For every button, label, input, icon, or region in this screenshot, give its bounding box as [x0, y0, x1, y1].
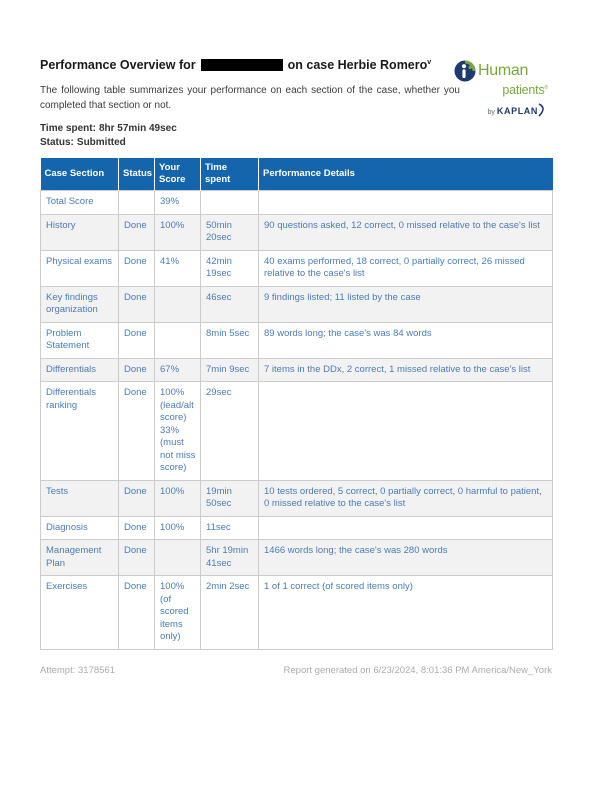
cell-details: 1 of 1 correct (of scored items only): [259, 576, 553, 650]
cell-details: [259, 191, 553, 215]
cell-time: 8min 5sec: [201, 322, 259, 358]
cell-details: 9 findings listed; 11 listed by the case: [259, 286, 553, 322]
time-spent-label: Time spent:: [40, 123, 96, 135]
status-line: [40, 136, 552, 150]
logo-human-text: Human: [478, 62, 529, 79]
attempt-info: Attempt: 3178561: [40, 664, 115, 676]
cell-section: Tests: [41, 480, 119, 516]
cell-section: History: [41, 214, 119, 250]
cell-details: 10 tests ordered, 5 correct, 0 partially correct, 0 harmful to patient, 0 missed relative to the case's list: [259, 480, 553, 516]
table-row: [41, 322, 553, 358]
cell-status: Done: [119, 516, 155, 540]
cell-section: Diagnosis: [41, 516, 119, 540]
logo-kaplan-text: KAPLAN: [496, 106, 538, 117]
cell-section: Differentials ranking: [41, 382, 119, 481]
cell-status: Done: [119, 286, 155, 322]
cell-score: 100% (of scored items only): [155, 576, 201, 650]
table-row: [41, 540, 553, 576]
cell-details: 89 words long; the case's was 84 words: [259, 322, 553, 358]
intro-paragraph: The following table summarizes your performance on each section of the case, whether you completed that section or not.: [40, 85, 460, 112]
status-value: Submitted: [76, 137, 126, 149]
cell-time: 7min 9sec: [201, 358, 259, 382]
logo-kaplan: [454, 101, 550, 119]
cell-score: 100%: [155, 516, 201, 540]
status-label: Status:: [40, 137, 74, 149]
column-header-time-spent: Time spent: [201, 158, 259, 191]
cell-details: 7 items in the DDx, 2 correct, 1 missed relative to the case's list: [259, 358, 553, 382]
time-spent-value: 8hr 57min 49sec: [98, 123, 177, 135]
cell-time: [201, 191, 259, 215]
ihuman-logo: [454, 60, 550, 119]
cell-status: Done: [119, 322, 155, 358]
table-row: [41, 286, 553, 322]
cell-status: Done: [119, 214, 155, 250]
title-prefix: Performance Overview for: [40, 58, 196, 73]
cell-section: Problem Statement: [41, 322, 119, 358]
cell-score: 39%: [155, 191, 201, 215]
cell-status: [119, 191, 155, 215]
redacted-student-name: [201, 59, 283, 71]
table-row: [41, 358, 553, 382]
logo-patients-text: patients®: [502, 83, 548, 98]
cell-time: 29sec: [201, 382, 259, 481]
cell-status: Done: [119, 358, 155, 382]
cell-section: Exercises: [41, 576, 119, 650]
cell-score: [155, 322, 201, 358]
cell-time: 19min 50sec: [201, 480, 259, 516]
cell-time: 5hr 19min 41sec: [201, 540, 259, 576]
performance-table: [40, 158, 553, 650]
column-header-case-section: Case Section: [41, 158, 119, 191]
cell-time: 2min 2sec: [201, 576, 259, 650]
report-generated-info: Report generated on 6/23/2024, 8:01:36 PM America/New_York: [283, 664, 552, 676]
cell-score: 100%: [155, 480, 201, 516]
cell-time: 42min 19sec: [201, 250, 259, 286]
table-row: [41, 250, 553, 286]
cell-section: Management Plan: [41, 540, 119, 576]
cell-details: 90 questions asked, 12 correct, 0 missed relative to the case's list: [259, 214, 553, 250]
column-header-your-score: Your Score: [155, 158, 201, 191]
cell-section: Differentials: [41, 358, 119, 382]
cell-details: [259, 382, 553, 481]
cell-section: Physical exams: [41, 250, 119, 286]
column-header-status: Status: [119, 158, 155, 191]
cell-score: 67%: [155, 358, 201, 382]
attempt-number: 3178561: [78, 664, 115, 676]
time-spent-line: [40, 122, 552, 136]
cell-status: Done: [119, 250, 155, 286]
cell-score: 41%: [155, 250, 201, 286]
cell-section: Total Score: [41, 191, 119, 215]
cell-score: 100%: [155, 214, 201, 250]
table-row: [41, 214, 553, 250]
performance-table-body: [41, 191, 553, 650]
cell-details: 40 exams performed, 18 correct, 0 partially correct, 26 missed relative to the case's list: [259, 250, 553, 286]
table-row: [41, 191, 553, 215]
kaplan-swoosh-icon: [538, 103, 548, 117]
cell-details: 1466 words long; the case's was 280 words: [259, 540, 553, 576]
column-header-performance-details: Performance Details: [259, 158, 553, 191]
logo-by-text: by: [487, 109, 495, 117]
table-header-row: [41, 158, 553, 191]
table-row: [41, 480, 553, 516]
cell-time: 46sec: [201, 286, 259, 322]
cell-score: 100% (lead/alt score) 33% (must not miss score): [155, 382, 201, 481]
table-row: [41, 382, 553, 481]
cell-status: Done: [119, 382, 155, 481]
cell-score: [155, 540, 201, 576]
cell-time: 50min 20sec: [201, 214, 259, 250]
cell-score: [155, 286, 201, 322]
cell-section: Key findings organization: [41, 286, 119, 322]
cell-time: 11sec: [201, 516, 259, 540]
cell-status: Done: [119, 576, 155, 650]
ihuman-person-icon: [454, 60, 476, 82]
registered-mark: ®: [544, 85, 548, 91]
title-superscript: v: [427, 59, 432, 66]
cell-status: Done: [119, 480, 155, 516]
table-row: [41, 516, 553, 540]
cell-details: [259, 516, 553, 540]
table-row: [41, 576, 553, 650]
title-suffix: on case Herbie Romero: [287, 58, 428, 73]
cell-status: Done: [119, 540, 155, 576]
